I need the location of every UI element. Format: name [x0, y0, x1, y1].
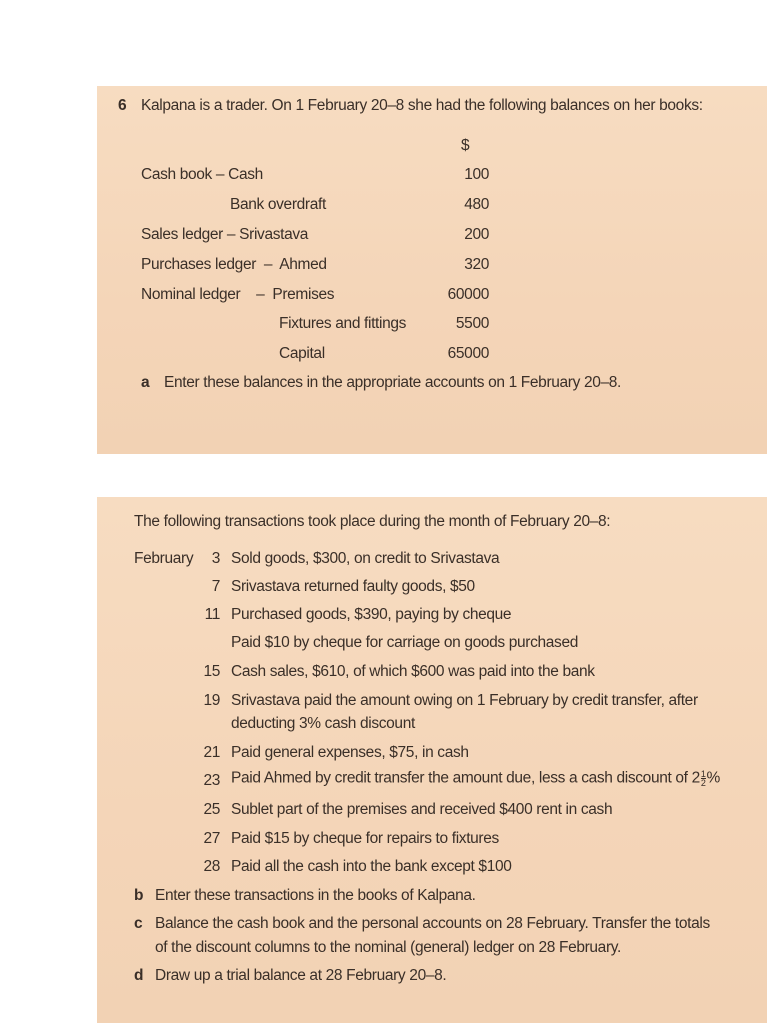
- transaction-text: Srivastava returned faulty goods, $50: [231, 578, 475, 595]
- transaction-day: 25: [203, 801, 220, 818]
- transaction-day: 28: [203, 858, 220, 875]
- transaction-text: Paid general expenses, $75, in cash: [231, 744, 469, 761]
- part-c-line2: of the discount columns to the nominal (general) ledger on 28 February.: [155, 939, 621, 956]
- part-b-letter: b: [134, 887, 144, 904]
- part-a-text: Enter these balances in the appropriate accounts on 1 February 20–8.: [164, 374, 622, 391]
- transaction-day: 19: [203, 692, 220, 709]
- transaction-day: 15: [203, 663, 220, 680]
- balance-label-bank-overdraft: Bank overdraft: [230, 196, 326, 213]
- balance-amount-capital: 65000: [447, 345, 489, 362]
- part-a-letter: a: [141, 374, 150, 391]
- transaction-day: 23: [203, 772, 220, 789]
- balance-amount-ahmed: 320: [464, 256, 489, 273]
- balance-label-srivastava: Sales ledger – Srivastava: [141, 226, 309, 243]
- transaction-text: Cash sales, $610, of which $600 was paid into the bank: [231, 663, 595, 680]
- transaction-day: 11: [204, 606, 220, 623]
- transaction-day: 21: [203, 744, 220, 761]
- transaction-text: Paid all the cash into the bank except $100: [231, 858, 512, 875]
- fraction-numerator: 1: [700, 769, 706, 779]
- balance-label-ahmed: Purchases ledger – Ahmed: [141, 256, 327, 273]
- balance-label-cash: Cash book – Cash: [141, 166, 263, 183]
- currency-header: $: [461, 137, 470, 154]
- transaction-day: 7: [211, 578, 220, 595]
- balance-amount-cash: 100: [464, 166, 489, 183]
- transaction-text: Paid $10 by cheque for carriage on goods purchased: [231, 634, 579, 651]
- transaction-text: Sold goods, $300, on credit to Srivastava: [231, 550, 500, 567]
- fraction-denominator: 2: [700, 778, 706, 788]
- transaction-text: Paid $15 by cheque for repairs to fixtures: [231, 830, 499, 847]
- part-c-letter: c: [134, 915, 143, 932]
- balance-label-fixtures: Fixtures and fittings: [279, 315, 407, 332]
- transaction-text: Srivastava paid the amount owing on 1 February by credit transfer, after: [231, 692, 698, 709]
- question-intro: Kalpana is a trader. On 1 February 20–8 she had the following balances on her books:: [141, 97, 703, 114]
- transaction-day: 27: [203, 830, 220, 847]
- balance-label-capital: Capital: [279, 345, 325, 362]
- transaction-text-continued: deducting 3% cash discount: [231, 715, 415, 732]
- balance-amount-bank-overdraft: 480: [464, 196, 489, 213]
- balance-amount-fixtures: 5500: [455, 315, 489, 332]
- transactions-intro: The following transactions took place during the month of February 20–8:: [134, 513, 611, 530]
- transaction-day: 3: [211, 550, 220, 567]
- percent-suffix: %: [706, 769, 720, 787]
- transactions-month: February: [134, 550, 194, 567]
- balance-amount-srivastava: 200: [464, 226, 489, 243]
- part-c-line1: Balance the cash book and the personal accounts on 28 February. Transfer the totals: [155, 915, 710, 932]
- part-b-text: Enter these transactions in the books of Kalpana.: [155, 887, 476, 904]
- transaction-text: Sublet part of the premises and received $400 rent in cash: [231, 801, 613, 818]
- fraction-half: [701, 770, 706, 787]
- question-number: 6: [118, 97, 127, 114]
- part-d-letter: d: [134, 967, 144, 984]
- transaction-text: [231, 770, 720, 787]
- part-d-text: Draw up a trial balance at 28 February 20–8.: [155, 967, 447, 984]
- balance-label-premises: Nominal ledger – Premises: [141, 286, 335, 303]
- balance-amount-premises: 60000: [447, 286, 489, 303]
- transaction-text: Purchased goods, $390, paying by cheque: [231, 606, 512, 623]
- transaction-text-main: Paid Ahmed by credit transfer the amount due, less a cash discount of 2: [231, 769, 700, 787]
